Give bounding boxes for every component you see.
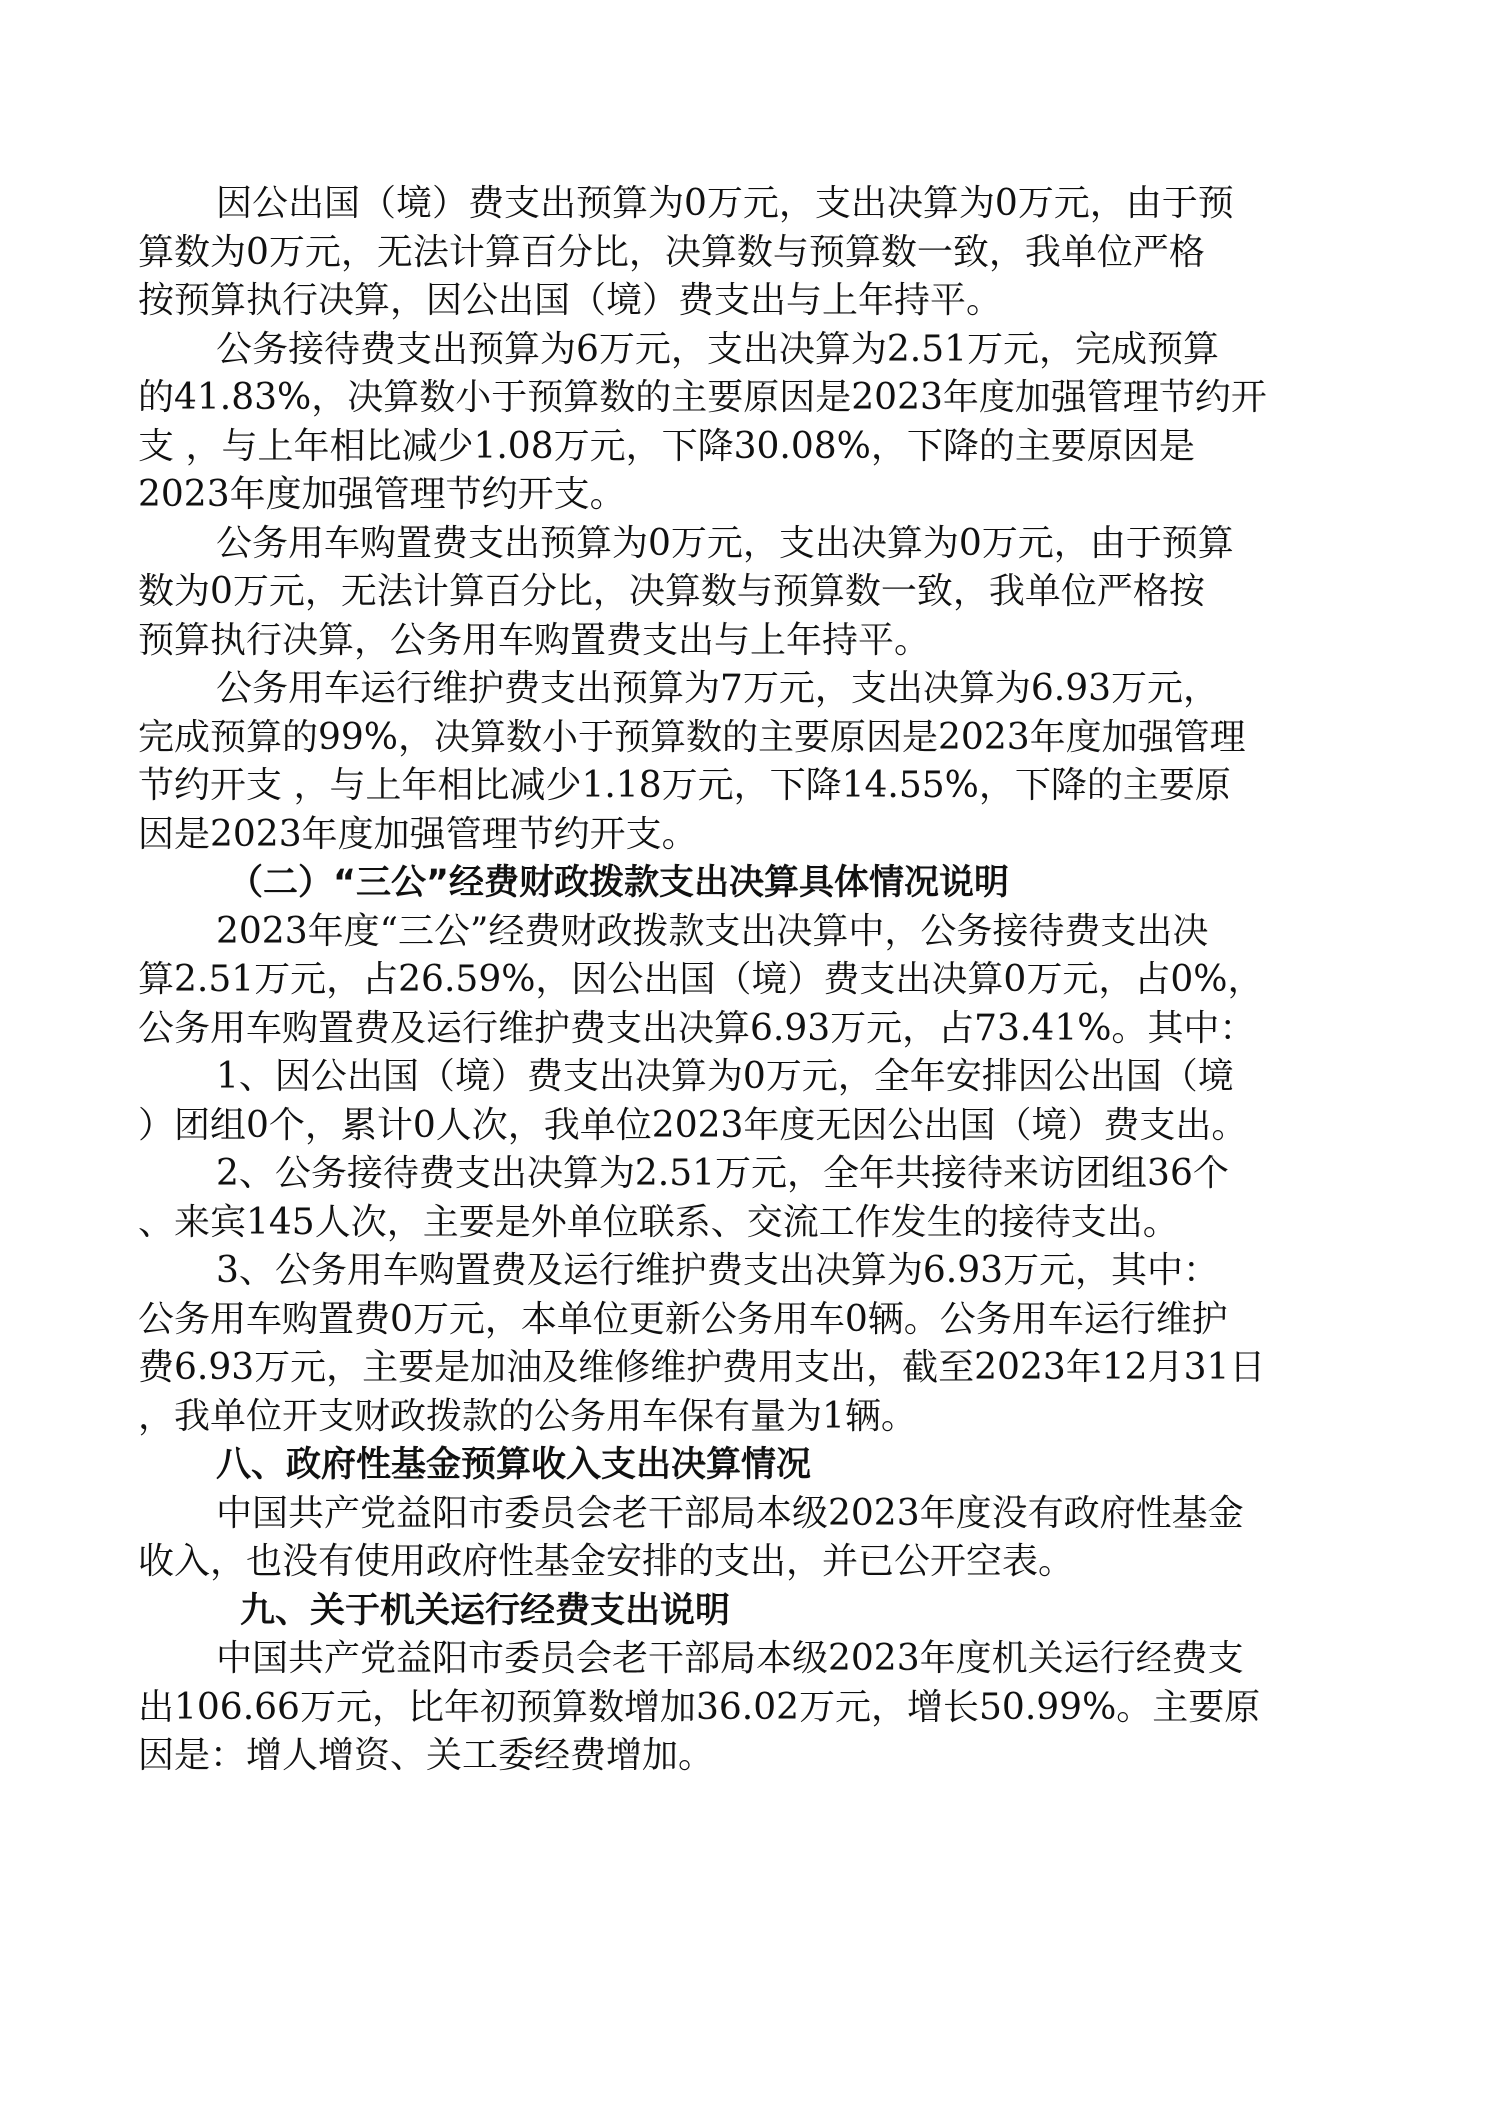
text-line: 2、公务接待费支出决算为2.51万元，全年共接待来访团组36个 — [216, 1153, 1229, 1194]
text-line: 费6.93万元，主要是加油及维修维护费用支出，截至2023年12月31日 — [138, 1347, 1266, 1388]
text-line: 中国共产党益阳市委员会老干部局本级2023年度没有政府性基金 — [216, 1492, 1244, 1534]
text-line: 公务用车购置费支出预算为0万元，支出决算为0万元，由于预算 — [216, 522, 1234, 564]
text-line: 3、公务用车购置费及运行维护费支出决算为6.93万元，其中： — [216, 1250, 1220, 1291]
text-line: 因是：增人增资、关工委经费增加。 — [138, 1735, 715, 1776]
text-line: 的41.83%，决算数小于预算数的主要原因是2023年度加强管理节约开 — [138, 377, 1267, 418]
text-line: 、来宾145人次，主要是外单位联系、交流工作发生的接待支出。 — [138, 1201, 1179, 1243]
document-page — [138, 180, 1338, 1781]
text-line: 节约开支 ，与上年相比减少1.18万元，下降14.55%，下降的主要原 — [138, 765, 1231, 806]
section-heading: 九、关于机关运行经费支出说明 — [240, 1590, 731, 1631]
section-heading: （二）“三公”经费财政拨款支出决算具体情况说明 — [228, 863, 1010, 903]
text-line: 公务用车运行维护费支出预算为7万元，支出决算为6.93万元， — [216, 668, 1220, 709]
text-line: 因公出国（境）费支出预算为0万元，支出决算为0万元，由于预 — [216, 183, 1234, 224]
text-line: ）团组0个，累计0人次，我单位2023年度无因公出国（境）费支出。 — [138, 1104, 1248, 1146]
text-line: 公务用车购置费0万元，本单位更新公务用车0辆。公务用车运行维护 — [138, 1298, 1228, 1340]
text-line: 预算执行决算，公务用车购置费支出与上年持平。 — [138, 619, 931, 661]
text-line: 算数为0万元，无法计算百分比，决算数与预算数一致，我单位严格 — [138, 231, 1205, 273]
text-line: 算2.51万元，占26.59%，因公出国（境）费支出决算0万元，占0%， — [138, 959, 1264, 1000]
text-line: 按预算执行决算，因公出国（境）费支出与上年持平。 — [138, 280, 1003, 321]
text-line: 出106.66万元，比年初预算数增加36.02万元，增长50.99%。主要原 — [138, 1686, 1261, 1728]
text-line: 数为0万元，无法计算百分比，决算数与预算数一致，我单位严格按 — [138, 571, 1205, 612]
text-line: 支 ，与上年相比减少1.08万元，下降30.08%，下降的主要原因是 — [138, 425, 1195, 467]
text-line: 1、因公出国（境）费支出决算为0万元，全年安排因公出国（境 — [216, 1056, 1234, 1097]
text-line: 公务用车购置费及运行维护费支出决算6.93万元，占73.41%。其中： — [138, 1007, 1256, 1049]
text-line: 2023年度加强管理节约开支。 — [138, 474, 626, 515]
text-line: ，我单位开支财政拨款的公务用车保有量为1辆。 — [138, 1395, 917, 1437]
text-line: 完成预算的99%，决算数小于预算数的主要原因是2023年度加强管理 — [138, 716, 1246, 758]
section-heading: 八、政府性基金预算收入支出决算情况 — [216, 1445, 812, 1485]
text-line: 因是2023年度加强管理节约开支。 — [138, 813, 698, 855]
text-line: 中国共产党益阳市委员会老干部局本级2023年度机关运行经费支 — [216, 1638, 1244, 1679]
text-line: 2023年度“三公”经费财政拨款支出决算中，公务接待费支出决 — [216, 910, 1209, 952]
text-line: 公务接待费支出预算为6万元，支出决算为2.51万元，完成预算 — [216, 328, 1220, 370]
text-line: 收入，也没有使用政府性基金安排的支出，并已公开空表。 — [138, 1541, 1075, 1582]
